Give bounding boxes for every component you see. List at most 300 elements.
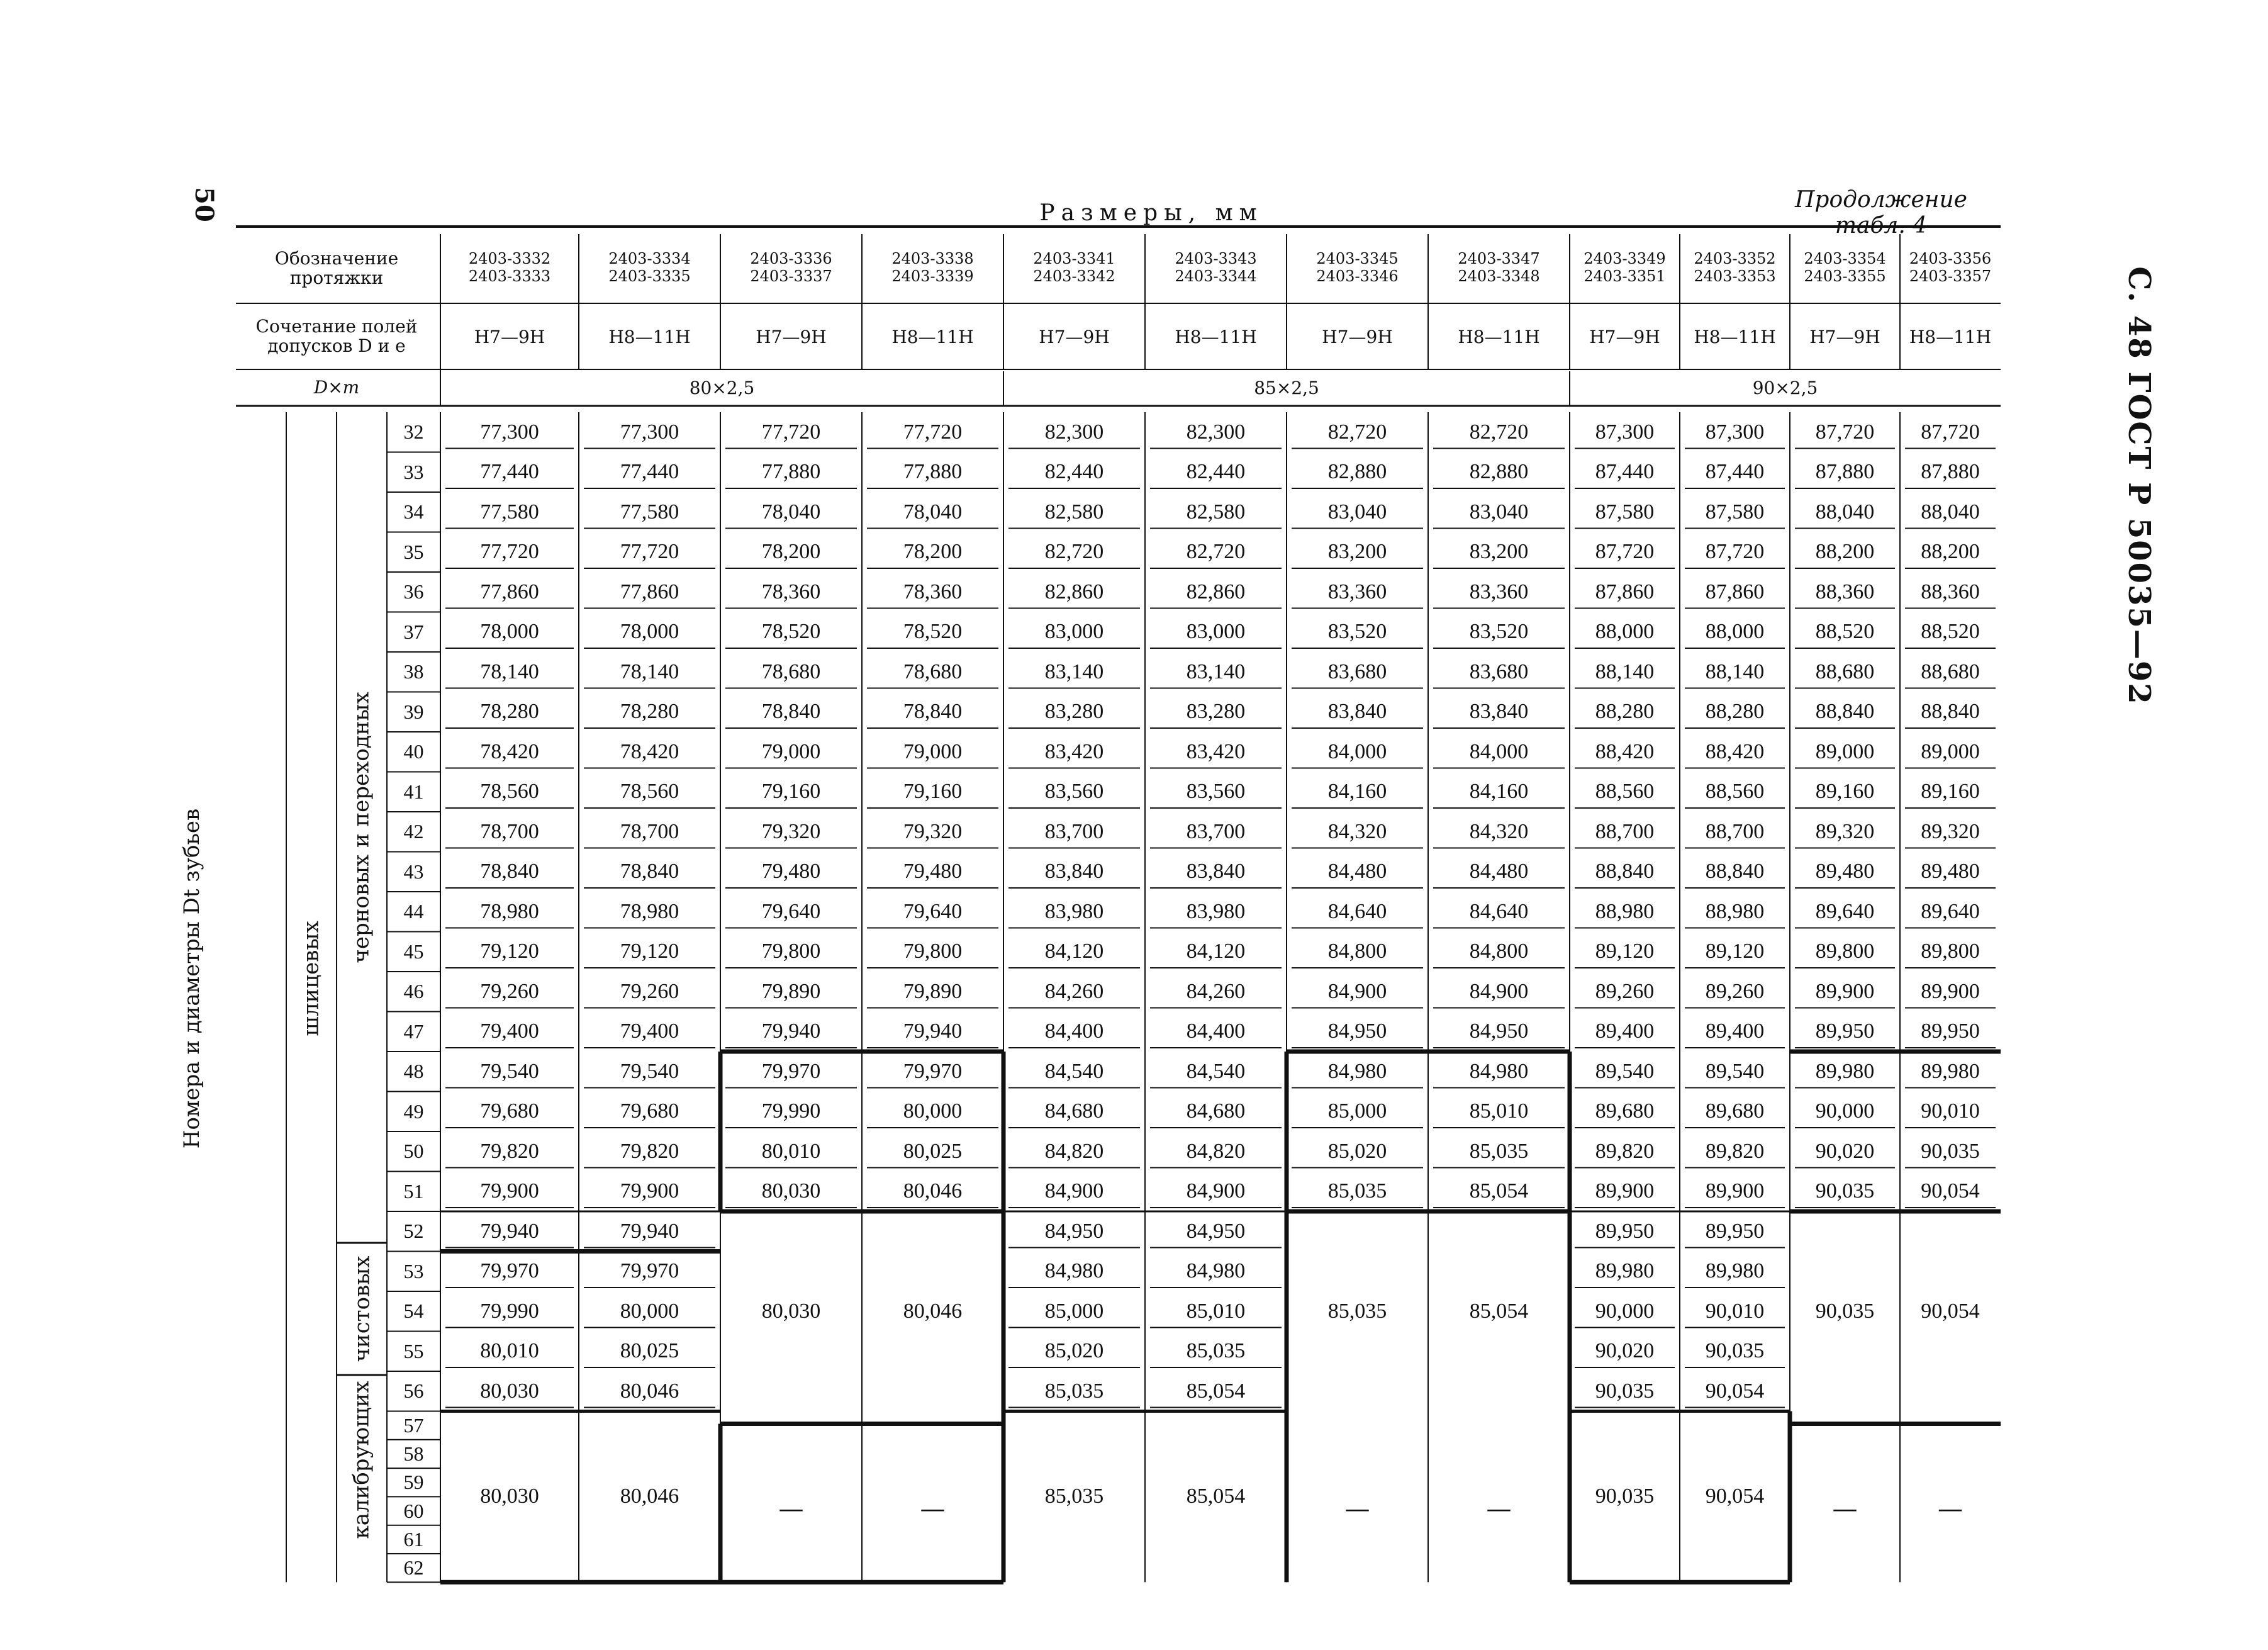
table-cell: 80,010	[480, 1339, 539, 1363]
table-cell: 79,900	[620, 1179, 679, 1203]
table-cell: 89,000	[1815, 739, 1875, 763]
table-cell: 84,900	[1186, 1179, 1246, 1203]
table-cell: 78,420	[480, 739, 539, 763]
table-cell: 80,000	[903, 1099, 963, 1123]
merged-cell: 85,054	[1469, 1299, 1529, 1323]
table-cell: 84,260	[1186, 979, 1246, 1003]
table-cell: 90,035	[1921, 1139, 1980, 1163]
table-cell: 83,420	[1044, 739, 1104, 763]
table-cell: 83,520	[1469, 620, 1529, 644]
table-cell: 89,120	[1705, 940, 1765, 963]
table-cell: 84,260	[1044, 979, 1104, 1003]
table-cell: 82,720	[1327, 420, 1387, 444]
column-tolerance: H8—11H	[891, 326, 974, 347]
table-cell: 79,890	[761, 979, 821, 1003]
table-cell: 79,320	[761, 819, 821, 843]
dm-group-label: 85×2,5	[1254, 377, 1319, 398]
column-code: 2403-3349 2403-3351	[1584, 250, 1666, 285]
column-tolerance: H7—9H	[474, 326, 545, 347]
row-number: 40	[403, 740, 424, 763]
table-cell: 87,580	[1705, 500, 1765, 524]
column-tolerance: H7—9H	[756, 326, 827, 347]
table-cell: 79,970	[480, 1259, 539, 1283]
merged-cell: 85,054	[1186, 1484, 1246, 1508]
table-cell: 90,035	[1815, 1179, 1875, 1203]
table-cell: 87,720	[1815, 420, 1875, 444]
table-cell: 88,040	[1921, 500, 1980, 524]
table-cell: 83,840	[1186, 860, 1246, 884]
column-tolerance: H7—9H	[1322, 326, 1393, 347]
table-cell: 87,720	[1595, 540, 1655, 564]
table-cell: 88,520	[1815, 620, 1875, 644]
table-cell: 77,300	[480, 420, 539, 444]
table-cell: 79,260	[480, 979, 539, 1003]
table-cell: 85,054	[1469, 1179, 1529, 1203]
table-cell: 90,020	[1595, 1339, 1655, 1363]
row-number: 47	[403, 1019, 424, 1043]
table-cell: 84,900	[1044, 1179, 1104, 1203]
table-cell: 77,720	[903, 420, 963, 444]
table-cell: 89,160	[1921, 780, 1980, 804]
table-cell: 84,480	[1327, 860, 1387, 884]
column-tolerance: H7—9H	[1039, 326, 1110, 347]
row-number: 62	[403, 1556, 424, 1580]
table-cell: 79,940	[620, 1219, 679, 1243]
table-cell: 79,990	[480, 1299, 539, 1323]
dm-label: D×m	[313, 376, 360, 398]
table-cell: 79,940	[480, 1219, 539, 1243]
table-cell: 83,680	[1469, 659, 1529, 683]
row-number: 32	[403, 420, 424, 444]
table-cell: 84,000	[1327, 739, 1387, 763]
spline-label-text: шлицевых	[299, 921, 325, 1036]
merged-cell: 90,035	[1815, 1299, 1875, 1323]
table-cell: 88,360	[1921, 580, 1980, 603]
row-number: 39	[403, 700, 424, 723]
table-cell: 89,800	[1921, 940, 1980, 963]
table-cell: 79,970	[761, 1059, 821, 1083]
table-cell: 83,360	[1327, 580, 1387, 603]
table-cell: 78,980	[480, 899, 539, 923]
table-cell: 82,860	[1044, 580, 1104, 603]
table-cell: 83,700	[1044, 819, 1104, 843]
table-cell: 83,560	[1186, 780, 1246, 804]
table-cell: 78,140	[480, 659, 539, 683]
table-cell: 84,400	[1044, 1019, 1104, 1043]
table-cell: 89,950	[1815, 1019, 1875, 1043]
table-cell: 79,640	[761, 899, 821, 923]
table-cell: 89,950	[1705, 1219, 1765, 1243]
merged-cell: 90,035	[1595, 1484, 1655, 1508]
table-cell: 84,540	[1044, 1059, 1104, 1083]
table-cell: 82,880	[1469, 460, 1529, 484]
row-number: 35	[403, 540, 424, 563]
table-cell: 88,520	[1921, 620, 1980, 644]
table-cell: 89,950	[1921, 1019, 1980, 1043]
merged-cell: 85,035	[1327, 1299, 1387, 1323]
table-cell: 87,300	[1595, 420, 1655, 444]
table-cell: 78,040	[761, 500, 821, 524]
dm-group-label: 90×2,5	[1752, 377, 1818, 398]
table-cell: 78,680	[903, 659, 963, 683]
table-cell: 78,200	[903, 540, 963, 564]
table-cell: 79,400	[480, 1019, 539, 1043]
column-code: 2403-3354 2403-3355	[1804, 250, 1886, 285]
row-number: 60	[403, 1499, 424, 1522]
table-cell: 89,900	[1595, 1179, 1655, 1203]
table-cell: 82,720	[1469, 420, 1529, 444]
table-cell: 88,420	[1705, 739, 1765, 763]
table-cell: 84,980	[1469, 1059, 1529, 1083]
table-cell: 90,035	[1595, 1379, 1655, 1403]
table-cell: 89,950	[1595, 1219, 1655, 1243]
column-tolerance: H8—11H	[1458, 326, 1540, 347]
table-cell: 83,980	[1044, 899, 1104, 923]
table-cell: 87,720	[1705, 540, 1765, 564]
row-number: 52	[403, 1220, 424, 1243]
table-cell: 83,700	[1186, 819, 1246, 843]
table-cell: 89,980	[1705, 1259, 1765, 1283]
table-cell: 83,360	[1469, 580, 1529, 603]
table-cell: 84,820	[1186, 1139, 1246, 1163]
column-code: 2403-3352 2403-3353	[1694, 250, 1776, 285]
table-cell: 83,140	[1044, 659, 1104, 683]
table-cell: 79,940	[903, 1019, 963, 1043]
table-cell: 90,020	[1815, 1139, 1875, 1163]
table-cell: 84,400	[1186, 1019, 1246, 1043]
table-cell: 87,300	[1705, 420, 1765, 444]
table-cell: 87,880	[1921, 460, 1980, 484]
table-cell: 79,000	[761, 739, 821, 763]
table-cell: 78,360	[903, 580, 963, 603]
table-cell: 79,970	[903, 1059, 963, 1083]
table-continuation-note: Продолжение табл. 4	[1795, 187, 1967, 239]
merged-cell: 80,046	[620, 1484, 679, 1508]
table-cell: 78,280	[480, 700, 539, 724]
row-number: 44	[403, 900, 424, 923]
merged-cell: 85,035	[1044, 1484, 1104, 1508]
table-cell: 82,580	[1044, 500, 1104, 524]
table-cell: 84,320	[1327, 819, 1387, 843]
table-cell: 88,700	[1595, 819, 1655, 843]
table-cell: 88,980	[1595, 899, 1655, 923]
table-cell: 85,000	[1044, 1299, 1104, 1323]
row-number: 36	[403, 580, 424, 603]
calib-label-text: калибрующих	[349, 1381, 375, 1539]
table-cell: 84,800	[1327, 940, 1387, 963]
table-cell: 89,540	[1705, 1059, 1765, 1083]
table-cell: 84,160	[1327, 780, 1387, 804]
table-cell: 88,200	[1921, 540, 1980, 564]
table-cell: 85,035	[1327, 1179, 1387, 1203]
table-cell: 83,000	[1186, 620, 1246, 644]
column-tolerance: H8—11H	[608, 326, 691, 347]
merged-cell: 80,030	[761, 1299, 821, 1323]
table-cell: 87,720	[1921, 420, 1980, 444]
table-cell: 78,520	[903, 620, 963, 644]
column-tolerance: H8—11H	[1909, 326, 1992, 347]
table-cell: 84,900	[1469, 979, 1529, 1003]
table-cell: 82,300	[1044, 420, 1104, 444]
table-cell: 88,680	[1815, 659, 1875, 683]
table-cell: 79,940	[761, 1019, 821, 1043]
table-cell: 89,120	[1595, 940, 1655, 963]
table-cell: 78,200	[761, 540, 821, 564]
table-cell: 85,020	[1327, 1139, 1387, 1163]
table-cell: 77,720	[620, 540, 679, 564]
table-cell: 89,980	[1921, 1059, 1980, 1083]
table-cell: 88,840	[1815, 700, 1875, 724]
table-cell: 78,700	[620, 819, 679, 843]
table-cell: 84,950	[1327, 1019, 1387, 1043]
table-cell: 83,140	[1186, 659, 1246, 683]
column-code: 2403-3338 2403-3339	[891, 250, 974, 285]
table-cell: 88,980	[1705, 899, 1765, 923]
table-cell: 78,520	[761, 620, 821, 644]
table-cell: 89,800	[1815, 940, 1875, 963]
table-cell: 85,000	[1327, 1099, 1387, 1123]
table-cell: 79,990	[761, 1099, 821, 1123]
table-cell: 89,160	[1815, 780, 1875, 804]
table-cell: 84,980	[1044, 1259, 1104, 1283]
table-cell: 80,030	[480, 1379, 539, 1403]
table-cell: 79,800	[903, 940, 963, 963]
table-cell: 78,040	[903, 500, 963, 524]
table-cell: 90,054	[1705, 1379, 1765, 1403]
table-cell: 79,970	[620, 1259, 679, 1283]
table-cell: 79,480	[761, 860, 821, 884]
table-cell: 79,820	[480, 1139, 539, 1163]
table-cell: 78,000	[620, 620, 679, 644]
table-cell: 79,000	[903, 739, 963, 763]
table-cell: 84,680	[1044, 1099, 1104, 1123]
table-cell: 82,860	[1186, 580, 1246, 603]
table-cell: 78,700	[480, 819, 539, 843]
table-cell: 89,900	[1705, 1179, 1765, 1203]
table-cell: 84,640	[1469, 899, 1529, 923]
column-tolerance: H7—9H	[1589, 326, 1660, 347]
table-cell: 79,680	[620, 1099, 679, 1123]
table-cell: 79,160	[903, 780, 963, 804]
table-cell: 79,890	[903, 979, 963, 1003]
column-tolerance: H8—11H	[1175, 326, 1257, 347]
row-number: 33	[403, 460, 424, 483]
table-cell: 85,020	[1044, 1339, 1104, 1363]
table-cell: 87,440	[1595, 460, 1655, 484]
tolerance-label: Сочетание полей допусков D и e	[255, 316, 418, 356]
column-tolerance: H8—11H	[1694, 326, 1776, 347]
row-number: 41	[403, 780, 424, 803]
table-cell: 84,820	[1044, 1139, 1104, 1163]
table-cell: 89,480	[1815, 860, 1875, 884]
table-cell: 78,840	[480, 860, 539, 884]
table-cell: 83,840	[1469, 700, 1529, 724]
column-code: 2403-3356 2403-3357	[1909, 250, 1992, 285]
table-cell: 89,540	[1595, 1059, 1655, 1083]
teeth-main-label-text: Номера и диаметры Dt зубьев	[179, 808, 204, 1149]
table-cell: 88,840	[1921, 700, 1980, 724]
rough-label-text: черновых и переходных	[349, 692, 375, 963]
table-cell: 88,000	[1705, 620, 1765, 644]
table-cell: 88,700	[1705, 819, 1765, 843]
table-cell: 88,140	[1705, 659, 1765, 683]
merged-cell: 80,030	[480, 1484, 539, 1508]
column-tolerance: H7—9H	[1809, 326, 1880, 347]
table-cell: 89,820	[1705, 1139, 1765, 1163]
table-cell: 85,054	[1186, 1379, 1246, 1403]
table-cell: 84,900	[1327, 979, 1387, 1003]
table-cell: 82,580	[1186, 500, 1246, 524]
table-cell: 80,025	[620, 1339, 679, 1363]
table-cell: 89,320	[1815, 819, 1875, 843]
table-cell: 77,440	[620, 460, 679, 484]
table-cell: 77,440	[480, 460, 539, 484]
row-number: 46	[403, 980, 424, 1003]
table-cell: 79,120	[620, 940, 679, 963]
table-cell: 88,140	[1595, 659, 1655, 683]
table-cell: 87,860	[1595, 580, 1655, 603]
table-cell: 90,010	[1921, 1099, 1980, 1123]
table-cell: 79,160	[761, 780, 821, 804]
column-code: 2403-3345 2403-3346	[1316, 250, 1399, 285]
table-cell: 83,520	[1327, 620, 1387, 644]
table-cell: 79,800	[761, 940, 821, 963]
empty-cell-dash: —	[1344, 1495, 1370, 1524]
table-cell: 83,280	[1044, 700, 1104, 724]
row-number: 34	[403, 500, 424, 524]
table-cell: 77,880	[761, 460, 821, 484]
table-cell: 78,840	[761, 700, 821, 724]
table-cell: 89,320	[1921, 819, 1980, 843]
table-cell: 88,560	[1705, 780, 1765, 804]
table-cell: 90,000	[1815, 1099, 1875, 1123]
table-cell: 78,840	[620, 860, 679, 884]
table-cell: 84,540	[1186, 1059, 1246, 1083]
table-cell: 84,120	[1044, 940, 1104, 963]
row-number: 55	[403, 1339, 424, 1362]
table-cell: 77,300	[620, 420, 679, 444]
table-cell: 89,260	[1705, 979, 1765, 1003]
row-number: 49	[403, 1099, 424, 1123]
column-code: 2403-3341 2403-3342	[1033, 250, 1115, 285]
table-cell: 84,950	[1044, 1219, 1104, 1243]
column-code: 2403-3334 2403-3335	[608, 250, 691, 285]
table-cell: 84,980	[1186, 1259, 1246, 1283]
table-cell: 78,560	[620, 780, 679, 804]
table-cell: 84,480	[1469, 860, 1529, 884]
table-cell: 79,480	[903, 860, 963, 884]
table-cell: 89,680	[1595, 1099, 1655, 1123]
column-code: 2403-3336 2403-3337	[750, 250, 832, 285]
table-cell: 89,260	[1595, 979, 1655, 1003]
table-cell: 82,300	[1186, 420, 1246, 444]
row-number: 53	[403, 1259, 424, 1282]
table-cell: 83,200	[1327, 540, 1387, 564]
column-code: 2403-3332 2403-3333	[468, 250, 551, 285]
table-cell: 83,200	[1469, 540, 1529, 564]
table-cell: 84,640	[1327, 899, 1387, 923]
table-cell: 79,640	[903, 899, 963, 923]
empty-cell-dash: —	[1938, 1495, 1963, 1524]
column-code: 2403-3343 2403-3344	[1175, 250, 1257, 285]
table-cell: 83,840	[1327, 700, 1387, 724]
table-cell: 78,680	[761, 659, 821, 683]
table-cell: 79,540	[620, 1059, 679, 1083]
table-cell: 85,035	[1469, 1139, 1529, 1163]
table-cell: 83,280	[1186, 700, 1246, 724]
table-cell: 83,420	[1186, 739, 1246, 763]
row-number: 45	[403, 940, 424, 963]
table-cell: 90,010	[1705, 1299, 1765, 1323]
finish-label-text: чистовых	[349, 1255, 374, 1362]
table-cell: 89,400	[1595, 1019, 1655, 1043]
table-cell: 79,320	[903, 819, 963, 843]
table-cell: 77,880	[903, 460, 963, 484]
table-cell: 83,000	[1044, 620, 1104, 644]
row-number: 61	[403, 1527, 424, 1551]
table-cell: 77,580	[480, 500, 539, 524]
table-cell: 79,400	[620, 1019, 679, 1043]
table-cell: 85,010	[1186, 1299, 1246, 1323]
row-number: 42	[403, 820, 424, 843]
running-title: С. 48 ГОСТ Р 50035—92	[2121, 266, 2157, 705]
table-cell: 84,950	[1186, 1219, 1246, 1243]
table-cell: 78,140	[620, 659, 679, 683]
table-cell: 80,010	[761, 1139, 821, 1163]
table-cell: 85,035	[1044, 1379, 1104, 1403]
header-title: Размеры, мм	[1039, 199, 1263, 226]
table-cell: 90,054	[1921, 1179, 1980, 1203]
table-cell: 80,046	[620, 1379, 679, 1403]
table-cell: 78,840	[903, 700, 963, 724]
table-cell: 83,040	[1469, 500, 1529, 524]
table-cell: 82,440	[1044, 460, 1104, 484]
table-cell: 90,000	[1595, 1299, 1655, 1323]
table-cell: 78,280	[620, 700, 679, 724]
table-cell: 87,580	[1595, 500, 1655, 524]
table-cell: 80,046	[903, 1179, 963, 1203]
table-cell: 82,720	[1186, 540, 1246, 564]
table-cell: 84,680	[1186, 1099, 1246, 1123]
table-cell: 87,880	[1815, 460, 1875, 484]
table-cell: 77,860	[620, 580, 679, 603]
table-cell: 84,120	[1186, 940, 1246, 963]
table-cell: 83,040	[1327, 500, 1387, 524]
table-cell: 79,260	[620, 979, 679, 1003]
row-number: 37	[403, 620, 424, 643]
merged-cell: 80,046	[903, 1299, 963, 1323]
table-cell: 85,010	[1469, 1099, 1529, 1123]
table-cell: 89,480	[1921, 860, 1980, 884]
table-cell: 83,680	[1327, 659, 1387, 683]
table-cell: 89,680	[1705, 1099, 1765, 1123]
row-number: 50	[403, 1140, 424, 1163]
table-cell: 87,440	[1705, 460, 1765, 484]
row-number: 48	[403, 1060, 424, 1083]
table-cell: 78,980	[620, 899, 679, 923]
table-cell: 83,560	[1044, 780, 1104, 804]
table-cell: 84,950	[1469, 1019, 1529, 1043]
table-cell: 84,000	[1469, 739, 1529, 763]
table-cell: 88,420	[1595, 739, 1655, 763]
empty-cell-dash: —	[1486, 1495, 1512, 1524]
table-cell: 88,040	[1815, 500, 1875, 524]
table-cell: 89,640	[1815, 899, 1875, 923]
table-cell: 88,560	[1595, 780, 1655, 804]
table-cell: 88,680	[1921, 659, 1980, 683]
table-cell: 84,800	[1469, 940, 1529, 963]
table-cell: 78,560	[480, 780, 539, 804]
